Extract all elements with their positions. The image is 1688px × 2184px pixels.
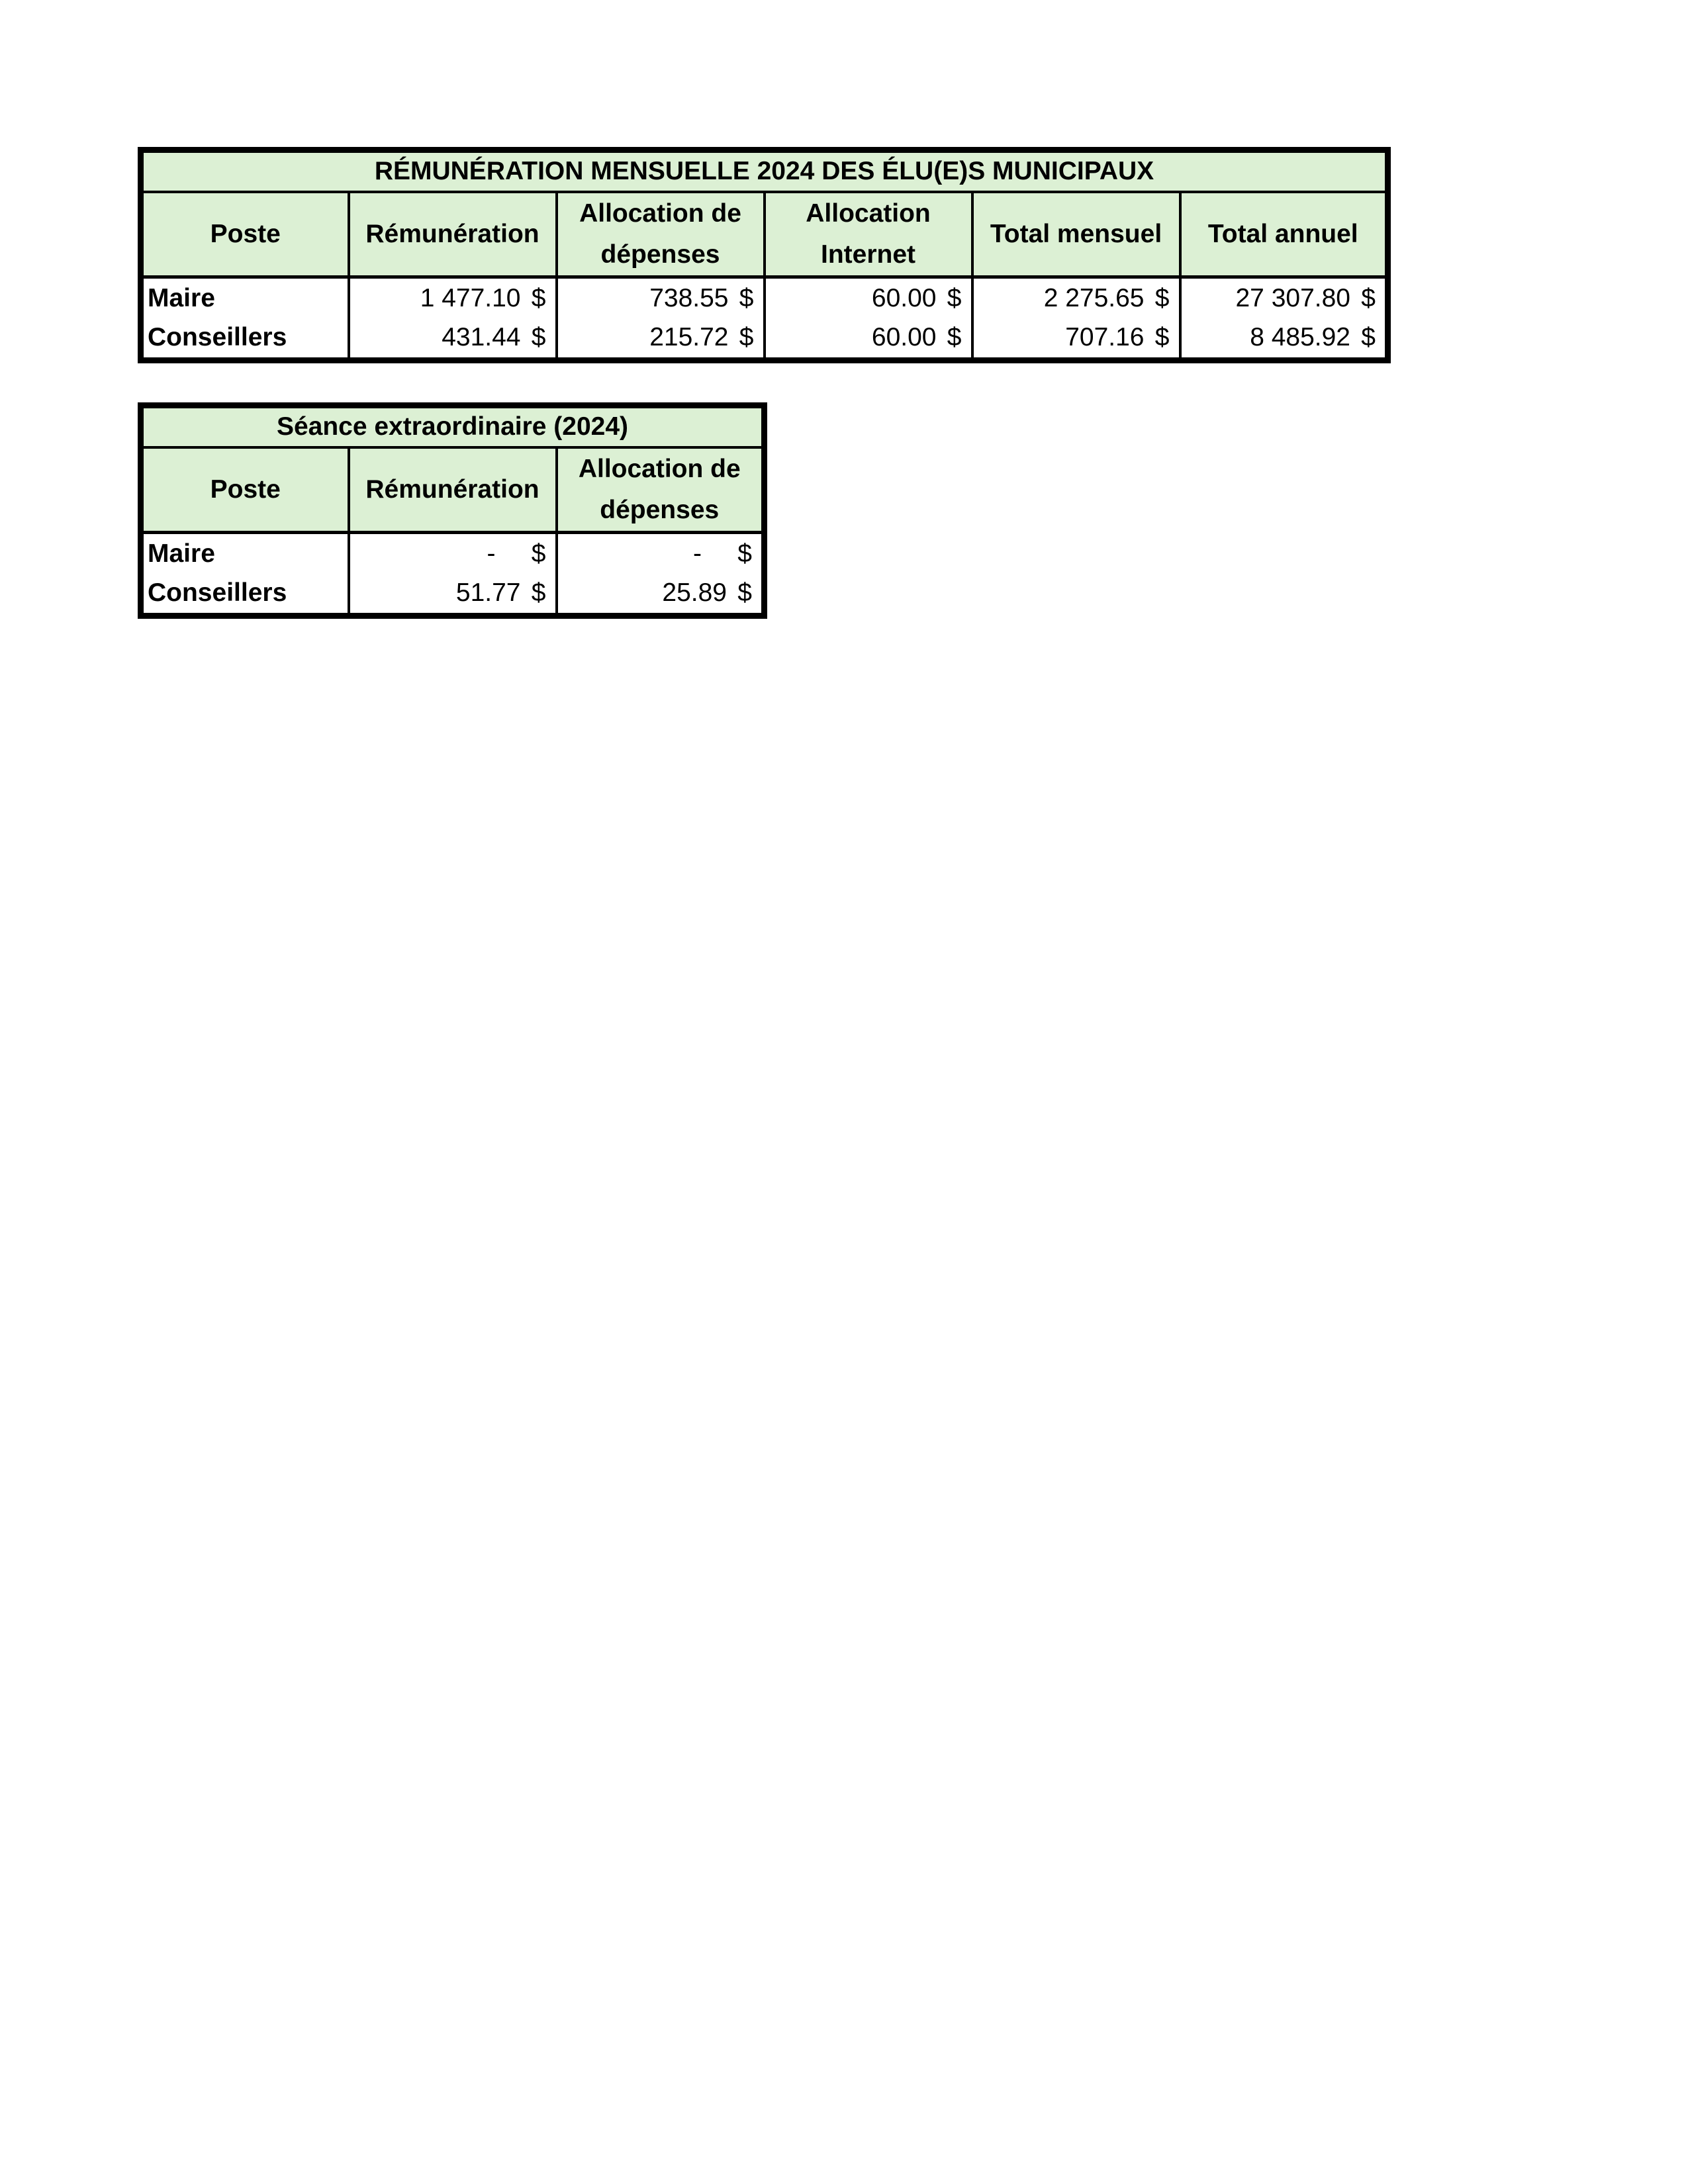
amount-value: 51.77 [455,578,521,608]
amount-value: 1 477.10 [420,283,521,312]
currency-symbol: $ [531,283,546,312]
currency-symbol: $ [1361,283,1376,312]
column-header-poste: Poste [141,447,349,533]
amount-value: 8 485.92 [1250,323,1350,352]
currency-symbol: $ [1154,323,1170,352]
amount-cell [557,277,765,318]
amount-cell [1180,277,1388,318]
currency-symbol: $ [739,283,754,312]
amount-value: 25.89 [662,578,727,608]
amount-cell [765,318,972,360]
currency-symbol: $ [1154,283,1170,312]
currency-symbol: $ [737,578,752,608]
amount-cell [972,277,1180,318]
table-row [141,532,765,574]
table-title: Séance extraordinaire (2024) [141,406,765,447]
currency-symbol: $ [531,323,546,352]
row-label: Maire [141,532,349,574]
amount-value: 707.16 [1065,323,1145,352]
monthly-remuneration-table [138,147,1391,363]
amount-value: 738.55 [649,283,729,312]
currency-symbol: $ [1361,323,1376,352]
currency-symbol: $ [739,323,754,352]
table-row [141,318,1388,360]
amount-cell [972,318,1180,360]
amount-value: 2 275.65 [1043,283,1145,312]
amount-value: 60.00 [871,283,937,312]
amount-value: 27 307.80 [1235,283,1350,312]
column-header-allocation-depenses: Allocation de dépenses [557,447,765,533]
row-label: Conseillers [141,318,349,360]
amount-cell [349,532,557,574]
amount-cell [557,574,765,615]
amount-value: - [487,539,496,568]
table-row [141,574,765,615]
column-header-allocation-internet: Allocation Internet [765,192,972,277]
row-label: Conseillers [141,574,349,615]
column-header-allocation-depenses: Allocation de dépenses [557,192,765,277]
column-header-total-mensuel: Total mensuel [972,192,1180,277]
column-header-poste: Poste [141,192,349,277]
table-title: RÉMUNÉRATION MENSUELLE 2024 DES ÉLU(E)S MUNICIPAUX [141,150,1388,192]
amount-cell [557,318,765,360]
amount-cell [765,277,972,318]
amount-value: - [693,539,702,568]
amount-value: 431.44 [442,323,521,352]
column-header-total-annuel: Total annuel [1180,192,1388,277]
amount-cell [1180,318,1388,360]
table-row [141,277,1388,318]
currency-symbol: $ [737,539,752,568]
row-label: Maire [141,277,349,318]
amount-cell [349,277,557,318]
amount-cell [557,532,765,574]
currency-symbol: $ [531,539,546,568]
amount-cell [349,574,557,615]
extraordinary-session-table [138,402,767,619]
currency-symbol: $ [947,283,962,312]
amount-value: 215.72 [649,323,729,352]
amount-value: 60.00 [871,323,937,352]
currency-symbol: $ [947,323,962,352]
column-header-remuneration: Rémunération [349,447,557,533]
currency-symbol: $ [531,578,546,608]
amount-cell [349,318,557,360]
column-header-remuneration: Rémunération [349,192,557,277]
